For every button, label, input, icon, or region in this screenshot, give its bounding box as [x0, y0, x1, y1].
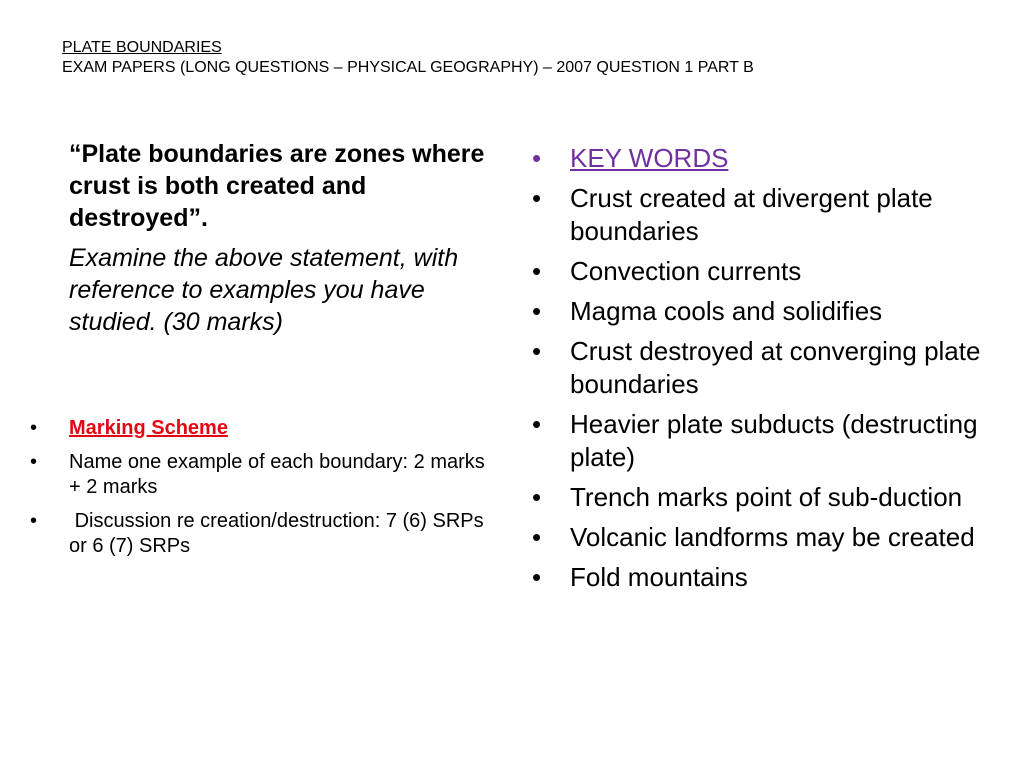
exam-question	[69, 138, 501, 338]
key-word-item: Heavier plate subducts (destructing plate)	[570, 409, 978, 472]
bullet-icon: •	[532, 256, 542, 286]
marking-scheme-list	[28, 416, 498, 568]
bullet-icon: •	[532, 296, 542, 326]
list-item	[528, 182, 998, 248]
key-words-heading: KEY WORDS	[570, 143, 729, 173]
bullet-icon: •	[30, 451, 38, 473]
key-word-item: Crust created at divergent plate boundaries	[570, 183, 933, 246]
title-subtitle: EXAM PAPERS (LONG QUESTIONS – PHYSICAL GEOGRAPHY) – 2007 QUESTION 1 PART B	[62, 59, 754, 76]
list-item	[528, 481, 998, 514]
key-word-item: Crust destroyed at converging plate boundaries	[570, 336, 981, 399]
list-item	[528, 335, 998, 401]
bullet-icon: •	[532, 482, 542, 512]
bullet-icon: •	[532, 522, 542, 552]
key-word-item: Fold mountains	[570, 562, 748, 592]
key-word-item: Convection currents	[570, 256, 802, 286]
title-main: PLATE BOUNDARIES	[62, 39, 222, 56]
key-word-item: Magma cools and solidifies	[570, 296, 883, 326]
marking-scheme-heading: Marking Scheme	[69, 417, 228, 439]
key-words-heading-item	[528, 142, 998, 175]
key-word-item: Trench marks point of sub-duction	[570, 482, 963, 512]
marking-scheme-item: Discussion re creation/destruction: 7 (6) SRPs or 6 (7) SRPs	[69, 510, 490, 557]
question-quote: “Plate boundaries are zones where crust is both created and destroyed”.	[69, 140, 485, 232]
list-item	[528, 295, 998, 328]
slide-title	[62, 38, 962, 78]
bullet-icon: •	[30, 417, 38, 439]
list-item	[528, 561, 998, 594]
bullet-icon: •	[532, 143, 542, 173]
list-item	[28, 509, 498, 559]
list-item	[528, 521, 998, 554]
list-item	[528, 408, 998, 474]
list-item	[528, 255, 998, 288]
bullet-icon: •	[532, 409, 542, 439]
question-instruction: Examine the above statement, with reference to examples you have studied. (30 marks)	[69, 244, 459, 336]
list-item	[28, 450, 498, 500]
bullet-icon: •	[532, 336, 542, 366]
bullet-icon: •	[532, 183, 542, 213]
key-words-list	[528, 142, 998, 601]
bullet-icon: •	[532, 562, 542, 592]
key-word-item: Volcanic landforms may be created	[570, 522, 975, 552]
bullet-icon: •	[30, 510, 38, 532]
marking-scheme-heading-item	[28, 416, 498, 441]
marking-scheme-item: Name one example of each boundary: 2 marks + 2 marks	[69, 451, 485, 498]
